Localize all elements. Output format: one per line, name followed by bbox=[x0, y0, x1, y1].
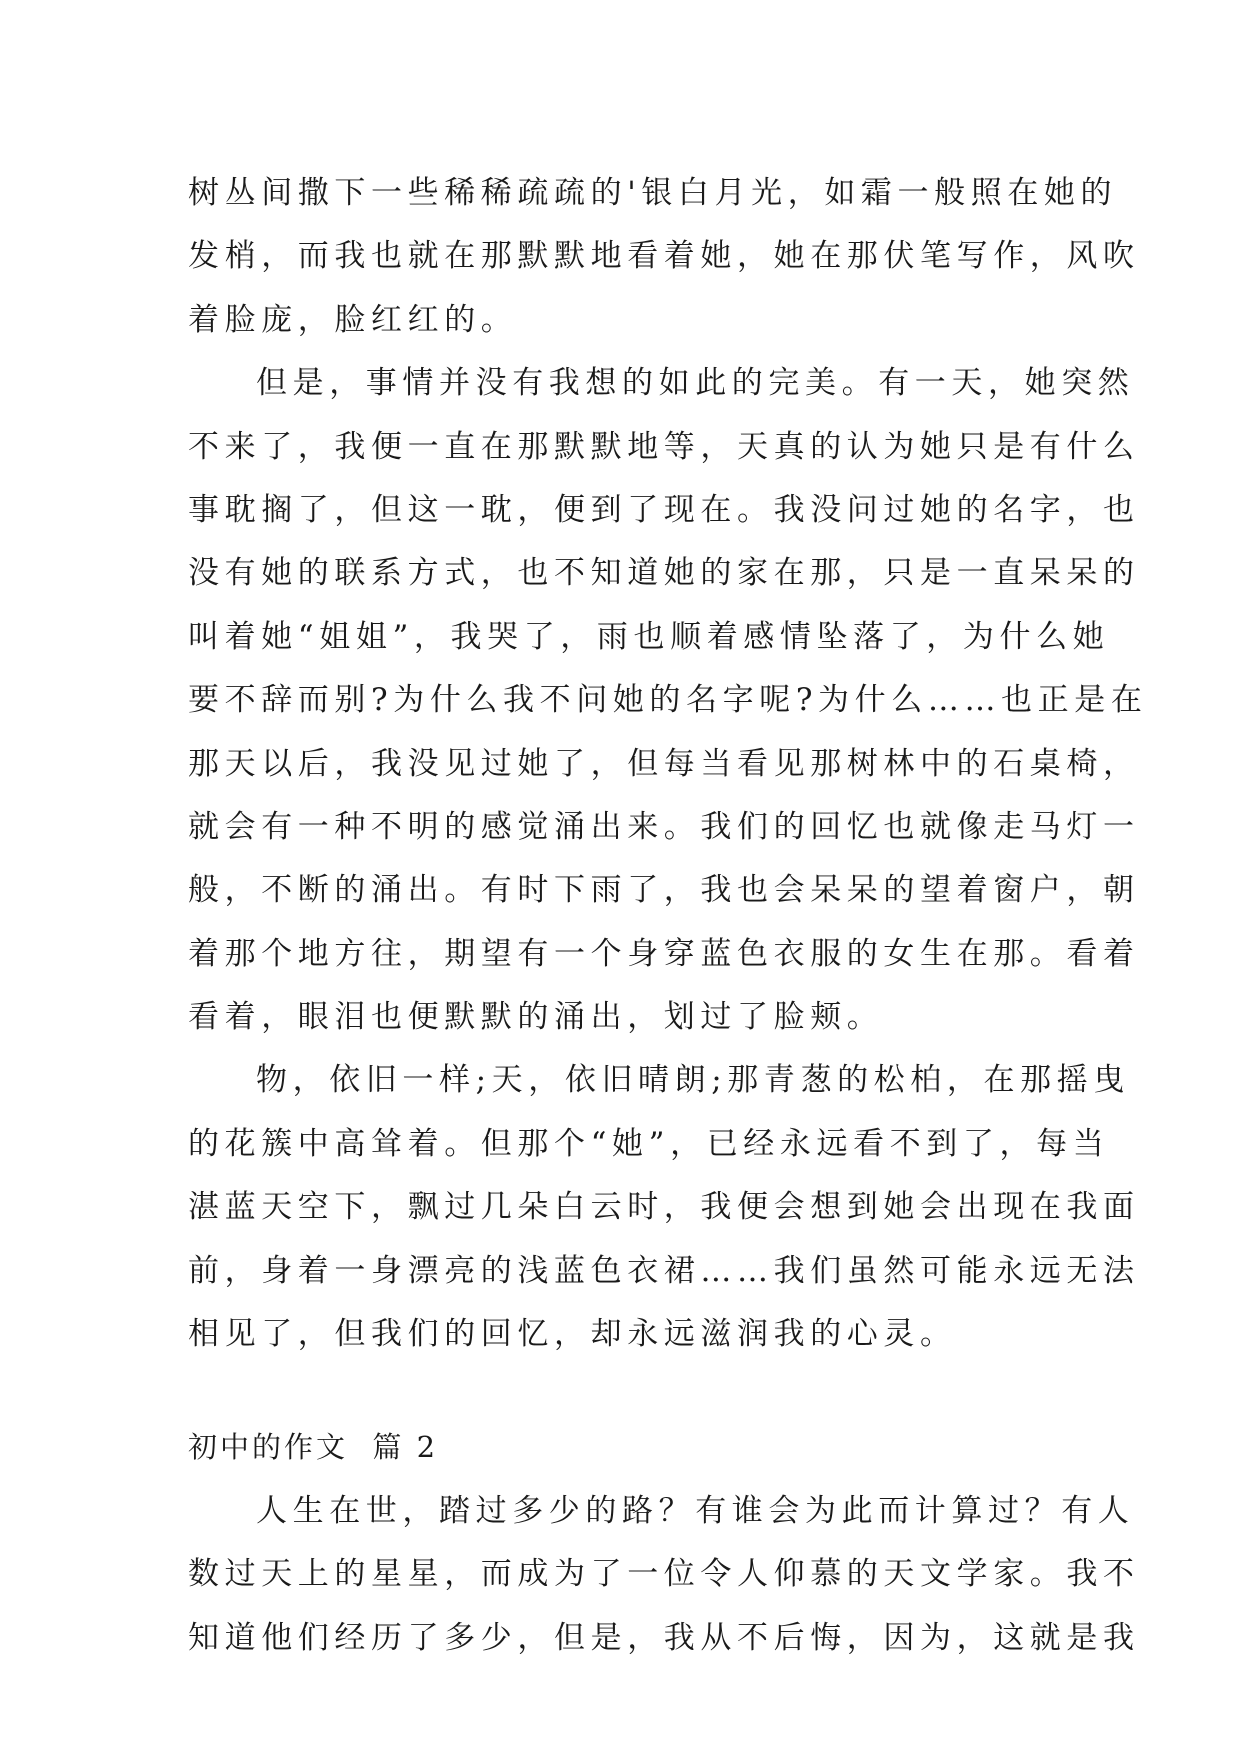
text-line: 就会有一种不明的感觉涌出来。我们的回忆也就像走马灯一 bbox=[188, 808, 1140, 845]
text-line: 湛蓝天空下，飘过几朵白云时，我便会想到她会出现在我面 bbox=[188, 1189, 1140, 1226]
text-line: 前，身着一身漂亮的浅蓝色衣裙……我们虽然可能永远无法 bbox=[188, 1252, 1140, 1289]
document-body bbox=[188, 162, 1148, 1670]
text-line: 看着，眼泪也便默默的涌出，划过了脸颊。 bbox=[188, 999, 884, 1036]
text-line: 相见了，但我们的回忆，却永远滋润我的心灵。 bbox=[188, 1316, 957, 1353]
text-line: 着脸庞，脸红红的。 bbox=[188, 301, 518, 338]
paragraph-1 bbox=[188, 162, 1140, 352]
paragraph-3 bbox=[188, 1049, 1140, 1366]
text-line: 不来了，我便一直在那默默地等，天真的认为她只是有什么 bbox=[188, 428, 1140, 465]
text-line: 知道他们经历了多少，但是，我从不后悔，因为，这就是我 bbox=[188, 1619, 1140, 1656]
text-line: 那天以后，我没见过她了，但每当看见那树林中的石桌椅， bbox=[188, 745, 1140, 782]
text-line: 人生在世，踏过多少的路？有谁会为此而计算过？有人 bbox=[256, 1492, 1135, 1529]
paragraph-2 bbox=[188, 352, 1148, 1049]
text-line: 但是，事情并没有我想的如此的完美。有一天，她突然 bbox=[256, 365, 1135, 402]
section-heading: 初中的作文 篇 2 bbox=[188, 1430, 439, 1465]
text-line: 的花簇中高耸着。但那个“她”，已经永远看不到了，每当 bbox=[188, 1125, 1110, 1162]
text-line: 数过天上的星星，而成为了一位令人仰慕的天文学家。我不 bbox=[188, 1556, 1140, 1593]
text-line: 物，依旧一样;天，依旧晴朗;那青葱的松柏，在那摇曳 bbox=[256, 1062, 1130, 1099]
text-line: 要不辞而别?为什么我不问她的名字呢?为什么……也正是在 bbox=[188, 682, 1148, 719]
section-spacer bbox=[188, 1366, 1056, 1416]
text-line: 事耽搁了，但这一耽，便到了现在。我没问过她的名字，也 bbox=[188, 491, 1140, 528]
text-line: 发梢，而我也就在那默默地看着她，她在那伏笔写作，风吹 bbox=[188, 238, 1140, 275]
text-line: 叫着她“姐姐”，我哭了，雨也顺着感情坠落了，为什么她 bbox=[188, 618, 1110, 655]
text-line: 没有她的联系方式，也不知道她的家在那，只是一直呆呆的 bbox=[188, 555, 1140, 592]
text-line: 般，不断的涌出。有时下雨了，我也会呆呆的望着窗户，朝 bbox=[188, 872, 1140, 909]
text-line: 树丛间撒下一些稀稀疏疏的'银白月光，如霜一般照在她的 bbox=[188, 175, 1118, 211]
text-line: 着那个地方往，期望有一个身穿蓝色衣服的女生在那。看着 bbox=[188, 935, 1140, 972]
paragraph-4 bbox=[188, 1480, 1140, 1670]
